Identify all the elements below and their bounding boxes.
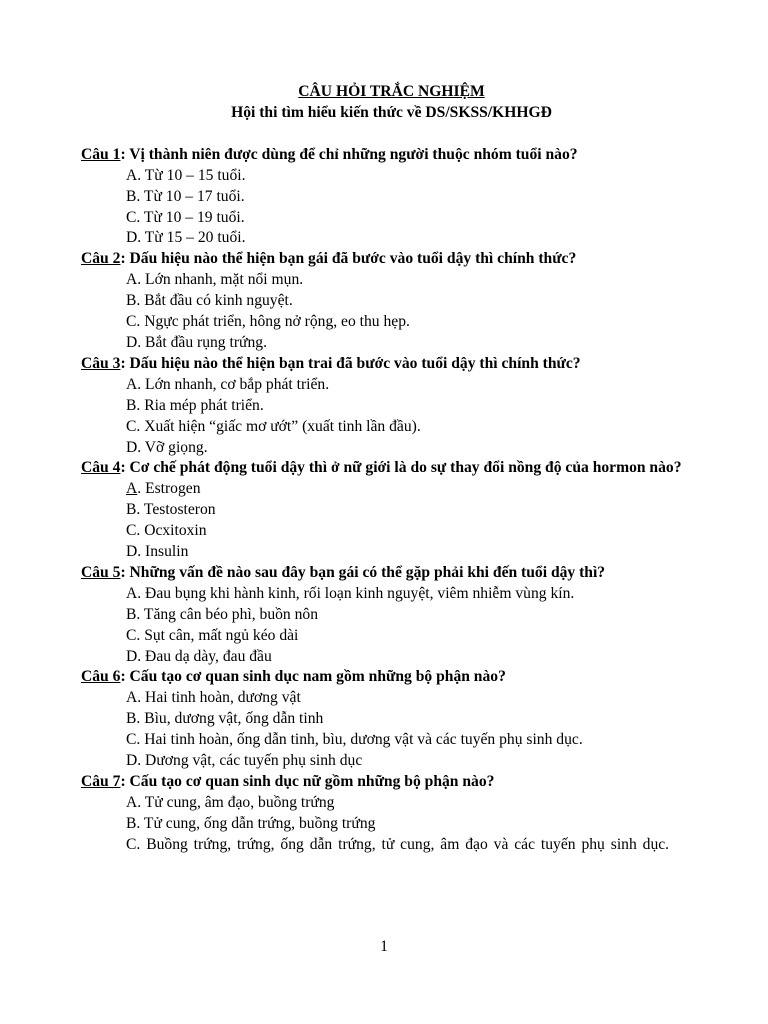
option-1a: A. Từ 10 – 15 tuổi.: [126, 166, 246, 184]
option-4a: [81, 479, 702, 500]
option-3a: A. Lớn nhanh, cơ bắp phát triển.: [126, 375, 330, 393]
document-body: [81, 82, 702, 856]
question-3: [81, 354, 702, 375]
option-5d: D. Đau dạ dày, đau đầu: [126, 647, 272, 665]
question-number: Câu 3: [81, 354, 121, 372]
question-7: [81, 772, 702, 793]
question-text: : Vị thành niên được dùng để chỉ những người thuộc nhóm tuổi nào?: [120, 145, 578, 163]
question-text: : Cấu tạo cơ quan sinh dục nam gồm những bộ phận nào?: [120, 668, 506, 686]
option-5b: B. Tăng cân béo phì, buồn nôn: [126, 605, 319, 623]
question-text: : Dấu hiệu nào thể hiện bạn trai đã bước vào tuổi dậy thì chính thức?: [120, 354, 581, 372]
option-4d: D. Insulin: [126, 543, 189, 561]
option-6a: A. Hai tinh hoàn, dương vật: [126, 689, 301, 707]
option-7a: A. Tử cung, âm đạo, buồng trứng: [126, 793, 335, 811]
document-subtitle: Hội thi tìm hiểu kiến thức về DS/SKSS/KHHGĐ: [231, 103, 552, 121]
question-number: Câu 5: [81, 563, 121, 581]
question-number: Câu 4: [81, 459, 121, 477]
document-title: CÂU HỎI TRẮC NGHIỆM: [298, 83, 485, 100]
option-1b: B. Từ 10 – 17 tuổi.: [126, 187, 245, 205]
question-6: [81, 667, 702, 688]
question-text: : Những vấn đề nào sau đây bạn gái có thể gặp phải khi đến tuổi dậy thì?: [120, 563, 606, 581]
option-3d: D. Vỡ giọng.: [126, 438, 208, 456]
option-3b: B. Ria mép phát triển.: [126, 396, 264, 414]
blank-line: [81, 124, 702, 145]
question-number: Câu 7: [81, 773, 121, 790]
option-7b: B. Tử cung, ống dẫn trứng, buồng trứng: [126, 814, 376, 832]
question-text: : Cấu tạo cơ quan sinh dục nữ gồm những bộ phận nào?: [120, 773, 495, 790]
option-1d: D. Từ 15 – 20 tuổi.: [126, 229, 246, 247]
question-text: : Dấu hiệu nào thể hiện bạn gái đã bước vào tuổi dậy thì chính thức?: [120, 250, 577, 268]
question-number: Câu 6: [81, 668, 121, 686]
question-4: [81, 458, 702, 479]
question-number: Câu 2: [81, 250, 121, 268]
question-1: [81, 145, 702, 166]
question-text: : Cơ chế phát động tuổi dậy thì ở nữ giới là do sự thay đổi nồng độ của hormon nào?: [120, 459, 682, 477]
question-5: [81, 563, 702, 584]
option-6d: D. Dương vật, các tuyến phụ sinh dục: [126, 752, 363, 770]
option-2b: B. Bắt đầu có kinh nguyệt.: [126, 292, 293, 310]
option-3c: C. Xuất hiện “giấc mơ ướt” (xuất tinh lần đầu).: [126, 417, 421, 435]
option-2d: D. Bắt đầu rụng trứng.: [126, 333, 267, 351]
option-2c: C. Ngực phát triển, hông nở rộng, eo thu hẹp.: [126, 313, 410, 331]
option-1c: C. Từ 10 – 19 tuổi.: [126, 208, 245, 226]
option-5c: C. Sụt cân, mất ngủ kéo dài: [126, 626, 299, 644]
page-number: 1: [380, 938, 388, 955]
option-4c: C. Ocxitoxin: [126, 522, 207, 540]
option-4b: B. Testosteron: [126, 501, 216, 519]
option-5a: A. Đau bụng khi hành kinh, rối loạn kinh nguyệt, viêm nhiễm vùng kín.: [126, 584, 575, 602]
question-number: Câu 1: [81, 145, 121, 163]
option-6c: C. Hai tinh hoàn, ống dẫn tinh, bìu, dương vật và các tuyến phụ sinh dục.: [126, 731, 583, 749]
question-2: [81, 249, 702, 270]
option-text: . Estrogen: [137, 480, 201, 498]
option-2a: A. Lớn nhanh, mặt nổi mụn.: [126, 271, 304, 289]
option-7c: C. Buồng trứng, trứng, ống dẫn trứng, tử cung, âm đạo và các tuyến phụ sinh dục.: [126, 835, 670, 853]
option-letter: A: [126, 480, 138, 498]
option-6b: B. Bìu, dương vật, ống dẫn tinh: [126, 710, 324, 728]
